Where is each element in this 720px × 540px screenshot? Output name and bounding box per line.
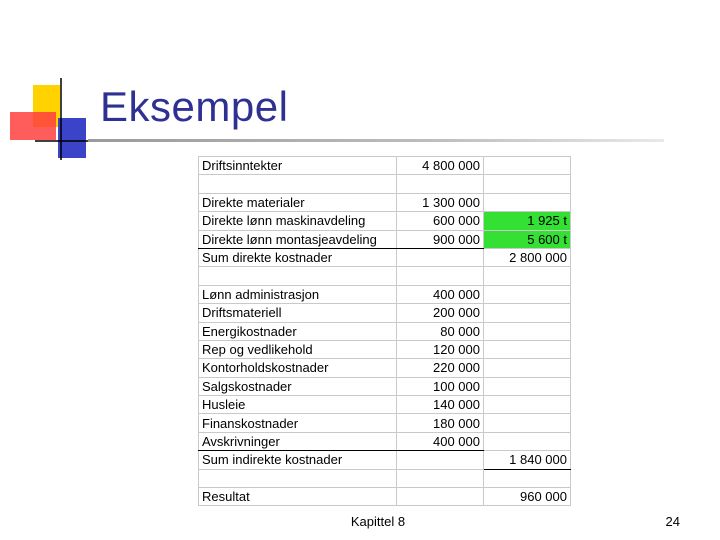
row-label: Sum indirekte kostnader <box>199 451 397 469</box>
row-label: Salgskostnader <box>199 377 397 395</box>
amount-cell <box>397 488 484 506</box>
amount-cell: 1 300 000 <box>397 193 484 211</box>
extra-cell <box>484 157 571 175</box>
cost-table <box>198 156 571 506</box>
slide-title: Eksempel <box>100 83 289 130</box>
row-label: Lønn administrasjon <box>199 285 397 303</box>
amount-cell <box>397 451 484 469</box>
table-row <box>199 451 571 469</box>
table-row <box>199 157 571 175</box>
extra-cell <box>484 285 571 303</box>
footer-chapter: Kapittel 8 <box>350 514 406 529</box>
extra-cell <box>484 414 571 432</box>
table-row <box>199 193 571 211</box>
amount-cell: 120 000 <box>397 340 484 358</box>
hours-cell-highlighted: 5 600 t <box>484 230 571 248</box>
table-row <box>199 432 571 450</box>
amount-cell <box>397 469 484 487</box>
amount-cell: 900 000 <box>397 230 484 248</box>
row-label: Driftsinntekter <box>199 157 397 175</box>
result-cell: 960 000 <box>484 488 571 506</box>
page-number: 24 <box>665 514 680 529</box>
row-label: Driftsmateriell <box>199 304 397 322</box>
amount-cell: 80 000 <box>397 322 484 340</box>
amount-cell <box>397 175 484 193</box>
table-row <box>199 322 571 340</box>
amount-cell: 400 000 <box>397 285 484 303</box>
amount-cell: 220 000 <box>397 359 484 377</box>
table-row <box>199 285 571 303</box>
amount-cell: 100 000 <box>397 377 484 395</box>
extra-cell <box>484 175 571 193</box>
row-label <box>199 469 397 487</box>
amount-cell: 140 000 <box>397 396 484 414</box>
row-label <box>199 267 397 285</box>
sum-cell: 1 840 000 <box>484 451 571 469</box>
row-label: Energikostnader <box>199 322 397 340</box>
extra-cell <box>484 340 571 358</box>
table-row <box>199 414 571 432</box>
extra-cell <box>484 359 571 377</box>
extra-cell <box>484 267 571 285</box>
amount-cell: 600 000 <box>397 212 484 230</box>
table-row <box>199 175 571 193</box>
table-row <box>199 248 571 266</box>
extra-cell <box>484 193 571 211</box>
extra-cell <box>484 432 571 450</box>
table-row <box>199 396 571 414</box>
deco-red-bar <box>10 112 56 140</box>
row-label: Rep og vedlikehold <box>199 340 397 358</box>
title-underline <box>88 139 664 142</box>
row-label: Direkte materialer <box>199 193 397 211</box>
extra-cell <box>484 469 571 487</box>
extra-cell <box>484 304 571 322</box>
table-row <box>199 212 571 230</box>
sum-cell: 2 800 000 <box>484 248 571 266</box>
row-label: Kontorholdskostnader <box>199 359 397 377</box>
row-label: Finanskostnader <box>199 414 397 432</box>
table-row <box>199 359 571 377</box>
amount-cell: 4 800 000 <box>397 157 484 175</box>
table-row <box>199 267 571 285</box>
table-row <box>199 469 571 487</box>
amount-cell <box>397 248 484 266</box>
table-row <box>199 377 571 395</box>
table-row <box>199 340 571 358</box>
extra-cell <box>484 377 571 395</box>
table-row <box>199 304 571 322</box>
hours-cell-highlighted: 1 925 t <box>484 212 571 230</box>
amount-cell: 180 000 <box>397 414 484 432</box>
row-label <box>199 175 397 193</box>
table-row <box>199 488 571 506</box>
amount-cell: 400 000 <box>397 432 484 450</box>
extra-cell <box>484 396 571 414</box>
amount-cell: 200 000 <box>397 304 484 322</box>
row-label: Husleie <box>199 396 397 414</box>
row-label: Direkte lønn maskinavdeling <box>199 212 397 230</box>
title-decoration <box>0 0 110 170</box>
row-label: Sum direkte kostnader <box>199 248 397 266</box>
deco-blue-square <box>58 118 86 158</box>
extra-cell <box>484 322 571 340</box>
row-label: Resultat <box>199 488 397 506</box>
table-row <box>199 230 571 248</box>
row-label: Avskrivninger <box>199 432 397 450</box>
row-label: Direkte lønn montasjeavdeling <box>199 230 397 248</box>
amount-cell <box>397 267 484 285</box>
